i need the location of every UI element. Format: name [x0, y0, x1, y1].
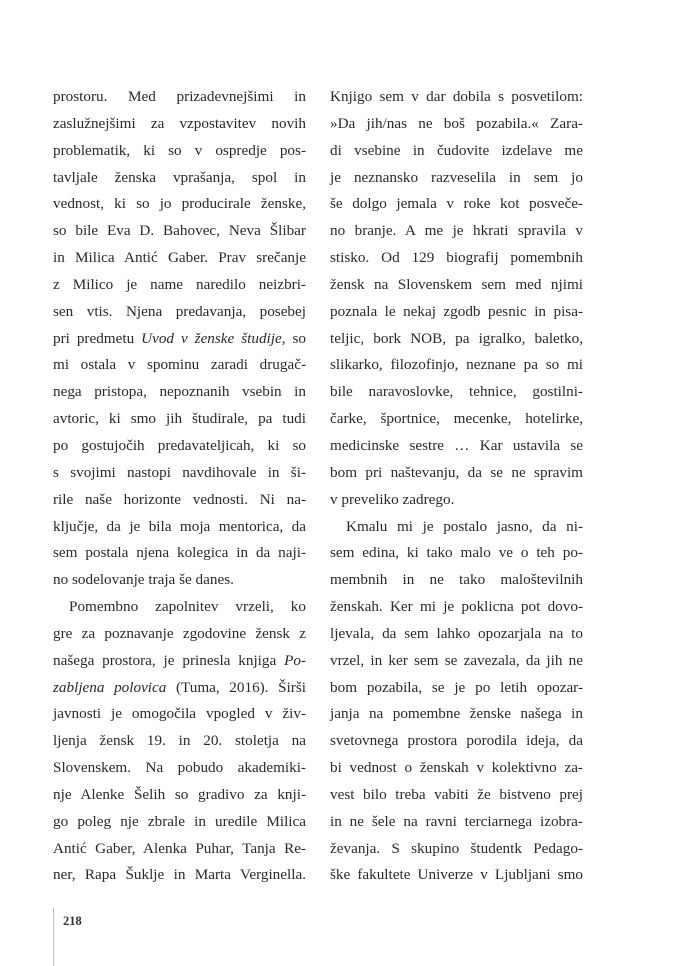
text-run: , so [281, 329, 306, 347]
book-title-italic: Uvod v ženske študije [141, 329, 282, 347]
text-line: ške fakultete Univerze v Ljubljani smo [330, 866, 583, 884]
text-line: sem postala njena kolegica in da naji- [53, 544, 306, 562]
text-line: po gostujočih predavateljicah, ki so [53, 436, 306, 454]
text-line: ljevala, da sem lahko opozarjala na to [330, 624, 583, 642]
text-line: go poleg nje zbrale in uredile Milica [53, 812, 306, 830]
text-line: nje Alenke Šelih so gradivo za knji- [53, 785, 306, 803]
text-line: vednost, ki so jo producirale ženske, [53, 195, 306, 213]
text-line: vest bilo treba vabiti že bistveno prej [330, 785, 583, 803]
text-run: (Tuma, 2016). Širši [166, 678, 306, 696]
text-line: žensk na Slovenskem sem med njimi [330, 275, 583, 293]
paragraph-start-line: Pomembno zapolnitev vrzeli, ko [69, 598, 306, 616]
text-line: medicinske sestre … Kar ustavila se [330, 436, 583, 454]
text-line: di vsebine in čudovite izdelave me [330, 141, 583, 159]
text-line: ner, Rapa Šuklje in Marta Verginella. [53, 866, 306, 884]
text-line: teljic, bork NOB, pa igralko, baletko, [330, 329, 583, 347]
text-line: bi vednost o ženskah v kolektivno za- [330, 759, 583, 777]
text-line: slikarko, filozofinjo, neznane pa so mi [330, 356, 583, 374]
text-line: tavljale ženska vprašanja, spol in [53, 168, 306, 186]
book-title-italic: zabljena polovica [53, 678, 167, 696]
text-line: rile naše horizonte vednosti. Ni na- [53, 490, 306, 508]
text-line: mi ostala v spominu zaradi drugač- [53, 356, 306, 374]
text-line: no branje. A me je hkrati spravila v [330, 222, 583, 240]
text-run: pri predmetu [53, 329, 142, 347]
left-text-column [53, 84, 306, 889]
text-line: problematik, ki so v ospredje pos- [53, 141, 306, 159]
text-line: sen vtis. Njena predavanja, posebej [53, 302, 306, 320]
text-line [53, 326, 306, 353]
text-line [53, 648, 306, 675]
paragraph-end-line: no sodelovanje traja še danes. [53, 571, 234, 589]
paragraph-start-line: Kmalu mi je postalo jasno, da ni- [346, 517, 583, 535]
text-line: in Milica Antić Gaber. Prav srečanje [53, 249, 306, 267]
text-line: so bile Eva D. Bahovec, Neva Šlibar [53, 222, 306, 240]
text-line: nega pristopa, nepoznanih vsebin in [53, 383, 306, 401]
paragraph-end-line: v preveliko zadrego. [330, 490, 455, 508]
text-line: Knjigo sem v dar dobila s posvetilom: [330, 88, 583, 105]
text-line [53, 675, 306, 702]
right-text-column [330, 84, 583, 889]
text-line: membnih in ne tako maloštevilnih [330, 571, 583, 589]
text-run: našega prostora, je prinesla knjiga [53, 651, 285, 669]
text-line: ževanja. S skupino študentk Pedago- [330, 839, 583, 857]
folio-rule-divider [53, 908, 54, 966]
text-line: bile naravoslovke, tehnice, gostilni- [330, 383, 583, 401]
text-line: javnosti je omogočila vpogled v živ- [53, 705, 306, 723]
text-line: Slovenskem. Na pobudo akademiki- [53, 759, 306, 777]
text-line: bom pozabila, se je po letih opozar- [330, 678, 583, 696]
page-number: 218 [63, 914, 82, 928]
text-line: sem edina, ki tako malo ve o teh po- [330, 544, 583, 562]
text-line: avtoric, ki smo jih študirale, pa tudi [53, 410, 306, 428]
text-line: »Da jih/nas ne boš pozabila.« Zara- [330, 114, 583, 132]
text-line: še dolgo jemala v roke kot posveče- [330, 195, 583, 213]
text-line: gre za poznavanje zgodovine žensk z [53, 624, 306, 642]
text-line: janja na pomembne ženske našega in [330, 705, 583, 723]
text-line: s svojimi nastopi navdihovale in ši- [53, 463, 306, 481]
text-line: ključje, da je bila moja mentorica, da [53, 517, 306, 535]
text-line: vrzel, in ker sem se zavezala, da jih ne [330, 651, 583, 669]
text-line: ženskah. Ker mi je poklicna pot dovo- [330, 598, 583, 616]
text-line: prostoru. Med prizadevnejšimi in [53, 88, 306, 105]
text-line: bom pri naštevanju, da se ne spravim [330, 463, 583, 481]
text-line: poznala le nekaj zgodb pesnic in pisa- [330, 302, 583, 320]
text-line: zaslužnejšimi za vzpostavitev novih [53, 114, 306, 132]
book-title-italic: Po- [284, 651, 306, 669]
text-line: Antić Gaber, Alenka Puhar, Tanja Re- [53, 839, 306, 857]
text-line: čarke, športnice, mecenke, hotelirke, [330, 410, 583, 428]
text-line: svetovnega prostora porodila ideja, da [330, 732, 583, 750]
text-line: je neznansko razveselila in sem jo [330, 168, 583, 186]
text-line: in ne šele na ravni terciarnega izobra- [330, 812, 583, 830]
text-line: ljenja žensk 19. in 20. stoletja na [53, 732, 306, 750]
text-line: stisko. Od 129 biografij pomembnih [330, 249, 583, 267]
text-line: z Milico je name naredilo neizbri- [53, 275, 306, 293]
